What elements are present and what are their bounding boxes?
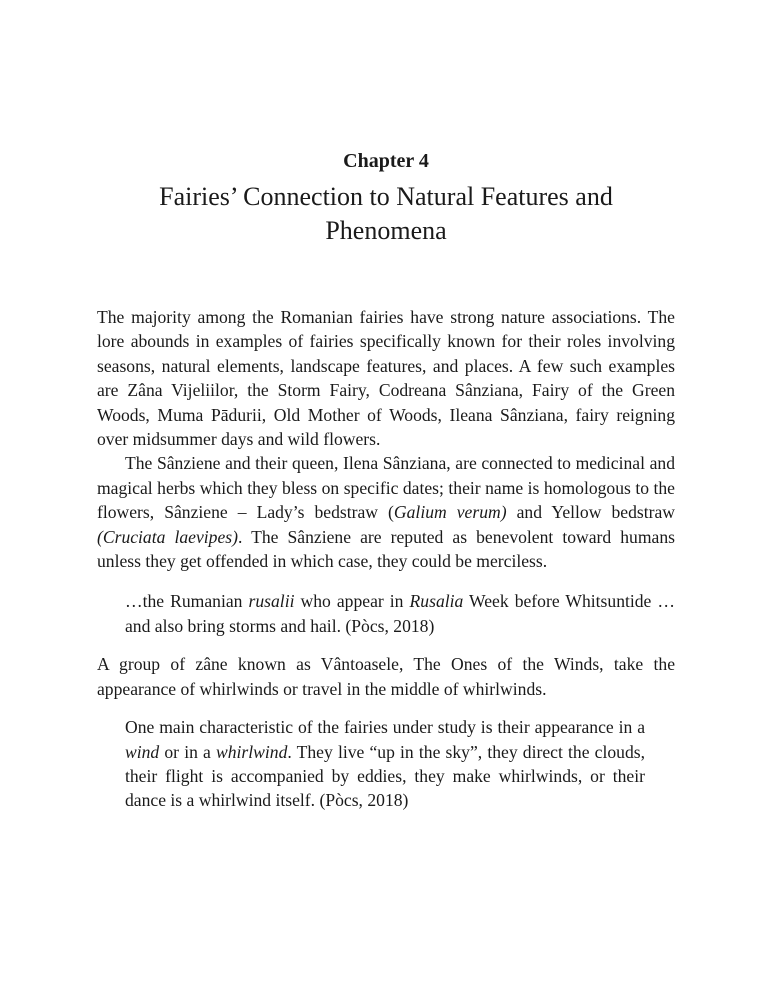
chapter-title xyxy=(120,180,652,248)
paragraph-sanziene-italic-2: (Cruciata laevipes) xyxy=(97,526,238,547)
paragraph-vantoasele: A group of zâne known as Vântoasele, The Ones of the Winds, take the appearance of whirlwinds or travel in the middle of whirlwinds. xyxy=(97,654,675,699)
quote-whirlwind-text-3: . They live “up in the sky”, they direct the clouds, their flight is accompanied by eddies, they make whirlwinds, or their dance is a whirlwind itself. (Pòcs, 2018) xyxy=(125,741,645,811)
quote-whirlwind-text-2: or in a xyxy=(159,741,217,762)
quote-rusalii-text-1: …the Rumanian xyxy=(125,591,249,612)
paragraph-sanziene-text-2: and Yellow bedstraw xyxy=(506,502,675,523)
paragraph-sanziene-text-1: The Sânziene and their queen, Ilena Sânziana, are connected to medicinal and magical herbs which they bless on specific dates; their name is homologous to the flowers, Sânziene – Lady’s bedstraw ( xyxy=(97,453,675,523)
chapter-title-line-1: Fairies’ Connection to Natural Features and xyxy=(159,182,613,211)
paragraph-sanziene-text-3: . The Sânziene are reputed as benevolent toward humans unless they get offended in which case, they could be merciless. xyxy=(97,526,675,572)
paragraph-sanziene-italic-1: Galium verum) xyxy=(393,502,507,523)
quote-rusalii-text-2: who appear in xyxy=(294,591,410,612)
block-quote-whirlwind xyxy=(125,715,645,813)
paragraph-sanziene xyxy=(97,451,675,573)
quote-whirlwind-italic-2: whirlwind xyxy=(216,741,288,762)
quote-rusalii-text-3: Week before Whitsuntide …and also bring storms and hail. (Pòcs, 2018) xyxy=(125,591,676,636)
quote-rusalii-italic-2: Rusalia xyxy=(409,591,464,612)
chapter-title-line-2: Phenomena xyxy=(325,216,447,245)
quote-whirlwind-italic-1: wind xyxy=(125,741,160,762)
chapter-body xyxy=(97,305,675,813)
block-quote-rusalii xyxy=(125,589,675,638)
quote-whirlwind-text-1: One main characteristic of the fairies under study is their appearance in a xyxy=(125,717,645,738)
chapter-number: Chapter 4 xyxy=(343,150,429,172)
quote-rusalii-italic-1: rusalii xyxy=(248,591,295,612)
paragraph-intro: The majority among the Romanian fairies have strong nature associations. The lore abounds in examples of fairies specifically known for their roles involving seasons, natural elements, landscape features, and places. A few such examples are Zâna Vijeliilor, the Storm Fairy, Codreana Sânziana, Fairy of the Green Woods, Muma Pādurii, Old Mother of Woods, Ileana Sânziana, fairy reigning over midsummer days and wild flowers. xyxy=(97,307,675,450)
